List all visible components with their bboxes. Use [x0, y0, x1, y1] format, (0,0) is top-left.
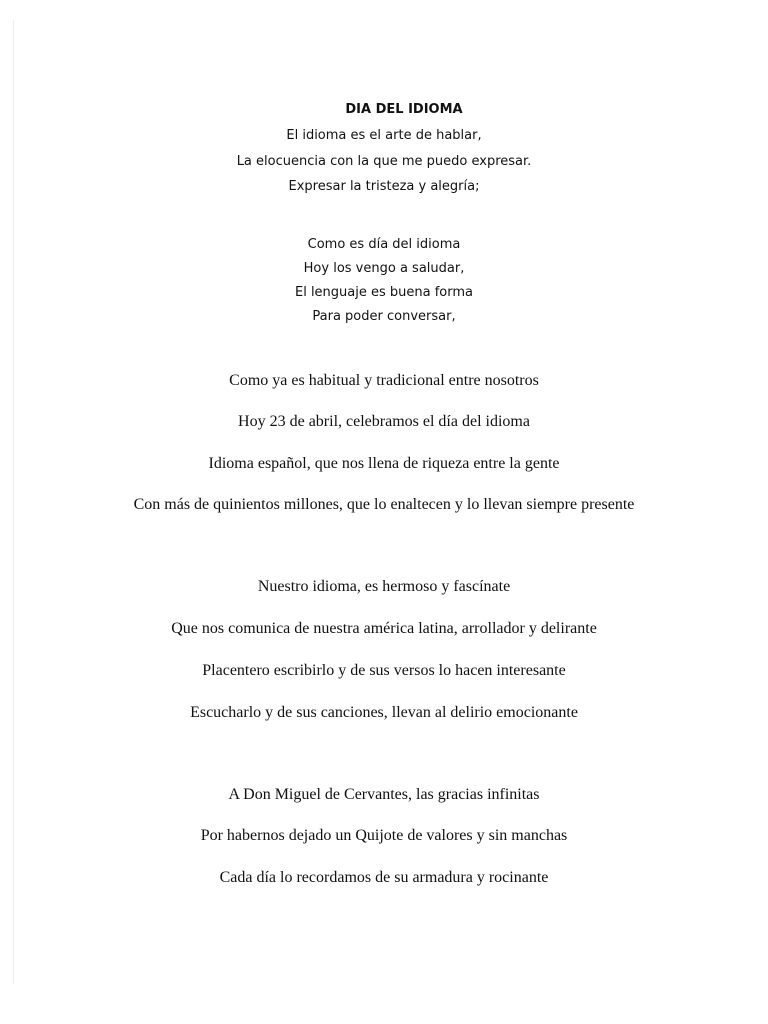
stanza5-line-2: Por habernos dejado un Quijote de valores y sin manchas [200, 827, 568, 844]
stanza2-line-4: Para poder conversar, [312, 309, 456, 324]
stanza4-line-2: Que nos comunica de nuestra américa latina, arrollador y delirante [171, 620, 597, 637]
stanza1-line-2: La elocuencia con la que me puedo expresar. [236, 154, 532, 169]
stanza3-line-2: Hoy 23 de abril, celebramos el día del idioma [238, 413, 530, 430]
stanza1-line-3: Expresar la tristeza y alegría; [288, 179, 480, 194]
stanza3-line-4: Con más de quinientos millones, que lo enaltecen y lo llevan siempre presente [133, 496, 635, 513]
stanza2-line-1: Como es día del idioma [307, 237, 461, 252]
stanza4-line-1: Nuestro idioma, es hermoso y fascínate [257, 578, 511, 595]
stanza2-line-2: Hoy los vengo a saludar, [303, 261, 465, 276]
stanza2-line-3: El lenguaje es buena forma [294, 285, 473, 300]
stanza1-line-1: El idioma es el arte de hablar, [286, 128, 482, 143]
stanza4-line-4: Escucharlo y de sus canciones, llevan al delirio emocionante [190, 704, 578, 721]
stanza5-line-3: Cada día lo recordamos de su armadura y rocinante [219, 869, 549, 886]
stanza3-line-1: Como ya es habitual y tradicional entre nosotros [229, 372, 539, 389]
poem-title: DIA DEL IDIOMA [345, 102, 463, 117]
stanza5-line-1: A Don Miguel de Cervantes, las gracias infinitas [228, 786, 540, 803]
stanza3-line-3: Idioma español, que nos llena de riqueza entre la gente [208, 455, 560, 472]
stanza4-line-3: Placentero escribirlo y de sus versos lo hacen interesante [202, 662, 566, 679]
